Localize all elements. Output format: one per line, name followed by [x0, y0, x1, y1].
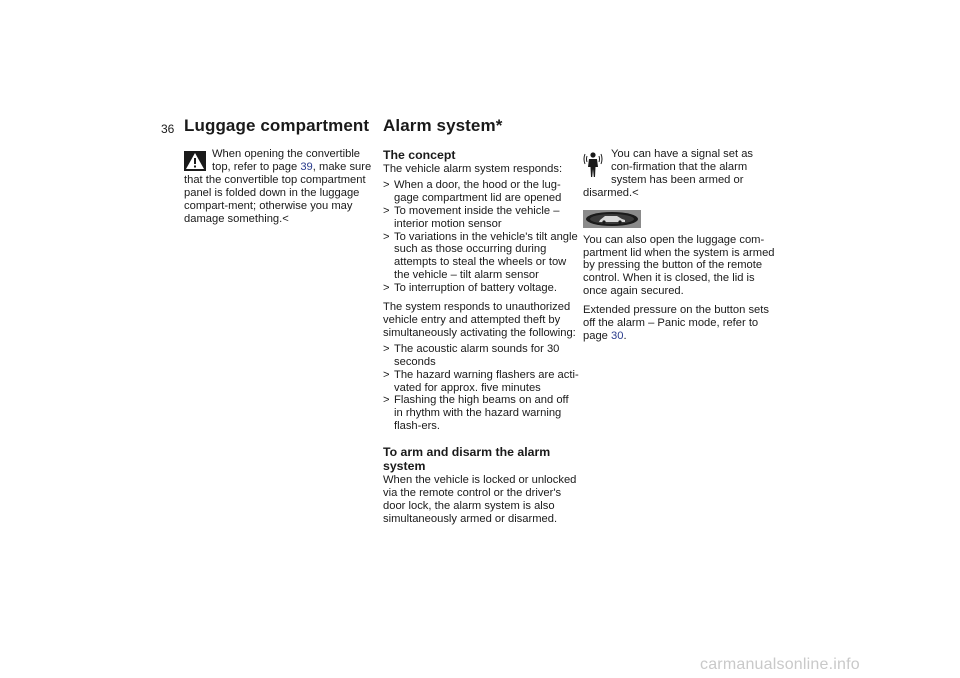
list-item: > Flashing the high beams on and off in rhythm with the hazard warning flash-ers.	[383, 394, 569, 433]
page-link-30[interactable]: 30	[611, 329, 624, 342]
arm-disarm-heading: To arm and disarm the alarm system	[383, 445, 551, 474]
signal-text: You can have a signal set as con-firmation that the alarm system has been armed or disarmed.	[583, 148, 754, 199]
alarm-system-column	[383, 148, 579, 532]
activation-paragraph: The system responds to unauthorized vehicle entry and attempted theft by simultaneously activating the following:	[383, 301, 576, 339]
page-number: 36	[161, 122, 175, 136]
list-item: > To variations in the vehicle's tilt angle such as those occurring during attempts to steal the wheels or tow the vehicle – tilt alarm sensor	[383, 230, 578, 282]
luggage-warning-block	[184, 148, 376, 231]
arm-disarm-text: When the vehicle is locked or unlocked via the remote control or the driver's door lock, the alarm system is also simultaneously armed or disarmed.	[383, 474, 577, 525]
end-mark: <	[282, 212, 289, 225]
warning-triangle-icon	[184, 151, 206, 171]
warning-text-pre: When opening the convertible top, refer to page	[212, 148, 361, 173]
concept-intro: The vehicle alarm system responds:	[383, 163, 563, 175]
alarm-system-title: Alarm system*	[383, 116, 503, 135]
alarm-person-icon	[583, 151, 603, 178]
luggage-warning-paragraph	[184, 148, 376, 225]
panic-paragraph: Extended pressure on the button sets off the alarm – Panic mode, refer to page 30.	[583, 304, 769, 342]
remote-paragraph: You can also open the luggage com-partment lid when the system is armed by pressing the button of the remote control. When it is closed, the lid is once again secured.	[583, 233, 775, 298]
list-item: > To interruption of battery voltage.	[383, 282, 557, 295]
warning-text-post: , make sure that the convertible top compartment panel is folded down in the luggage compart-ment; otherwise you may damage something.	[184, 160, 372, 225]
signal-paragraph	[583, 148, 775, 200]
responds-list	[383, 179, 579, 295]
activation-list	[383, 343, 579, 433]
luggage-compartment-title: Luggage compartment	[184, 116, 370, 135]
list-item: > The hazard warning flashers are acti-vated for approx. five minutes	[383, 368, 579, 394]
list-item: > The acoustic alarm sounds for 30 seconds	[383, 342, 560, 368]
list-item: > When a door, the hood or the lug-gage compartment lid are opened	[383, 178, 562, 204]
alarm-notes-column	[583, 148, 775, 349]
concept-heading: The concept	[383, 148, 456, 162]
watermark: carmanualsonline.info	[700, 656, 860, 673]
list-item: > To movement inside the vehicle – interior motion sensor	[383, 204, 560, 230]
end-mark: <	[632, 186, 639, 199]
remote-key-icon	[583, 210, 641, 228]
page-link-39[interactable]: 39	[300, 160, 313, 173]
